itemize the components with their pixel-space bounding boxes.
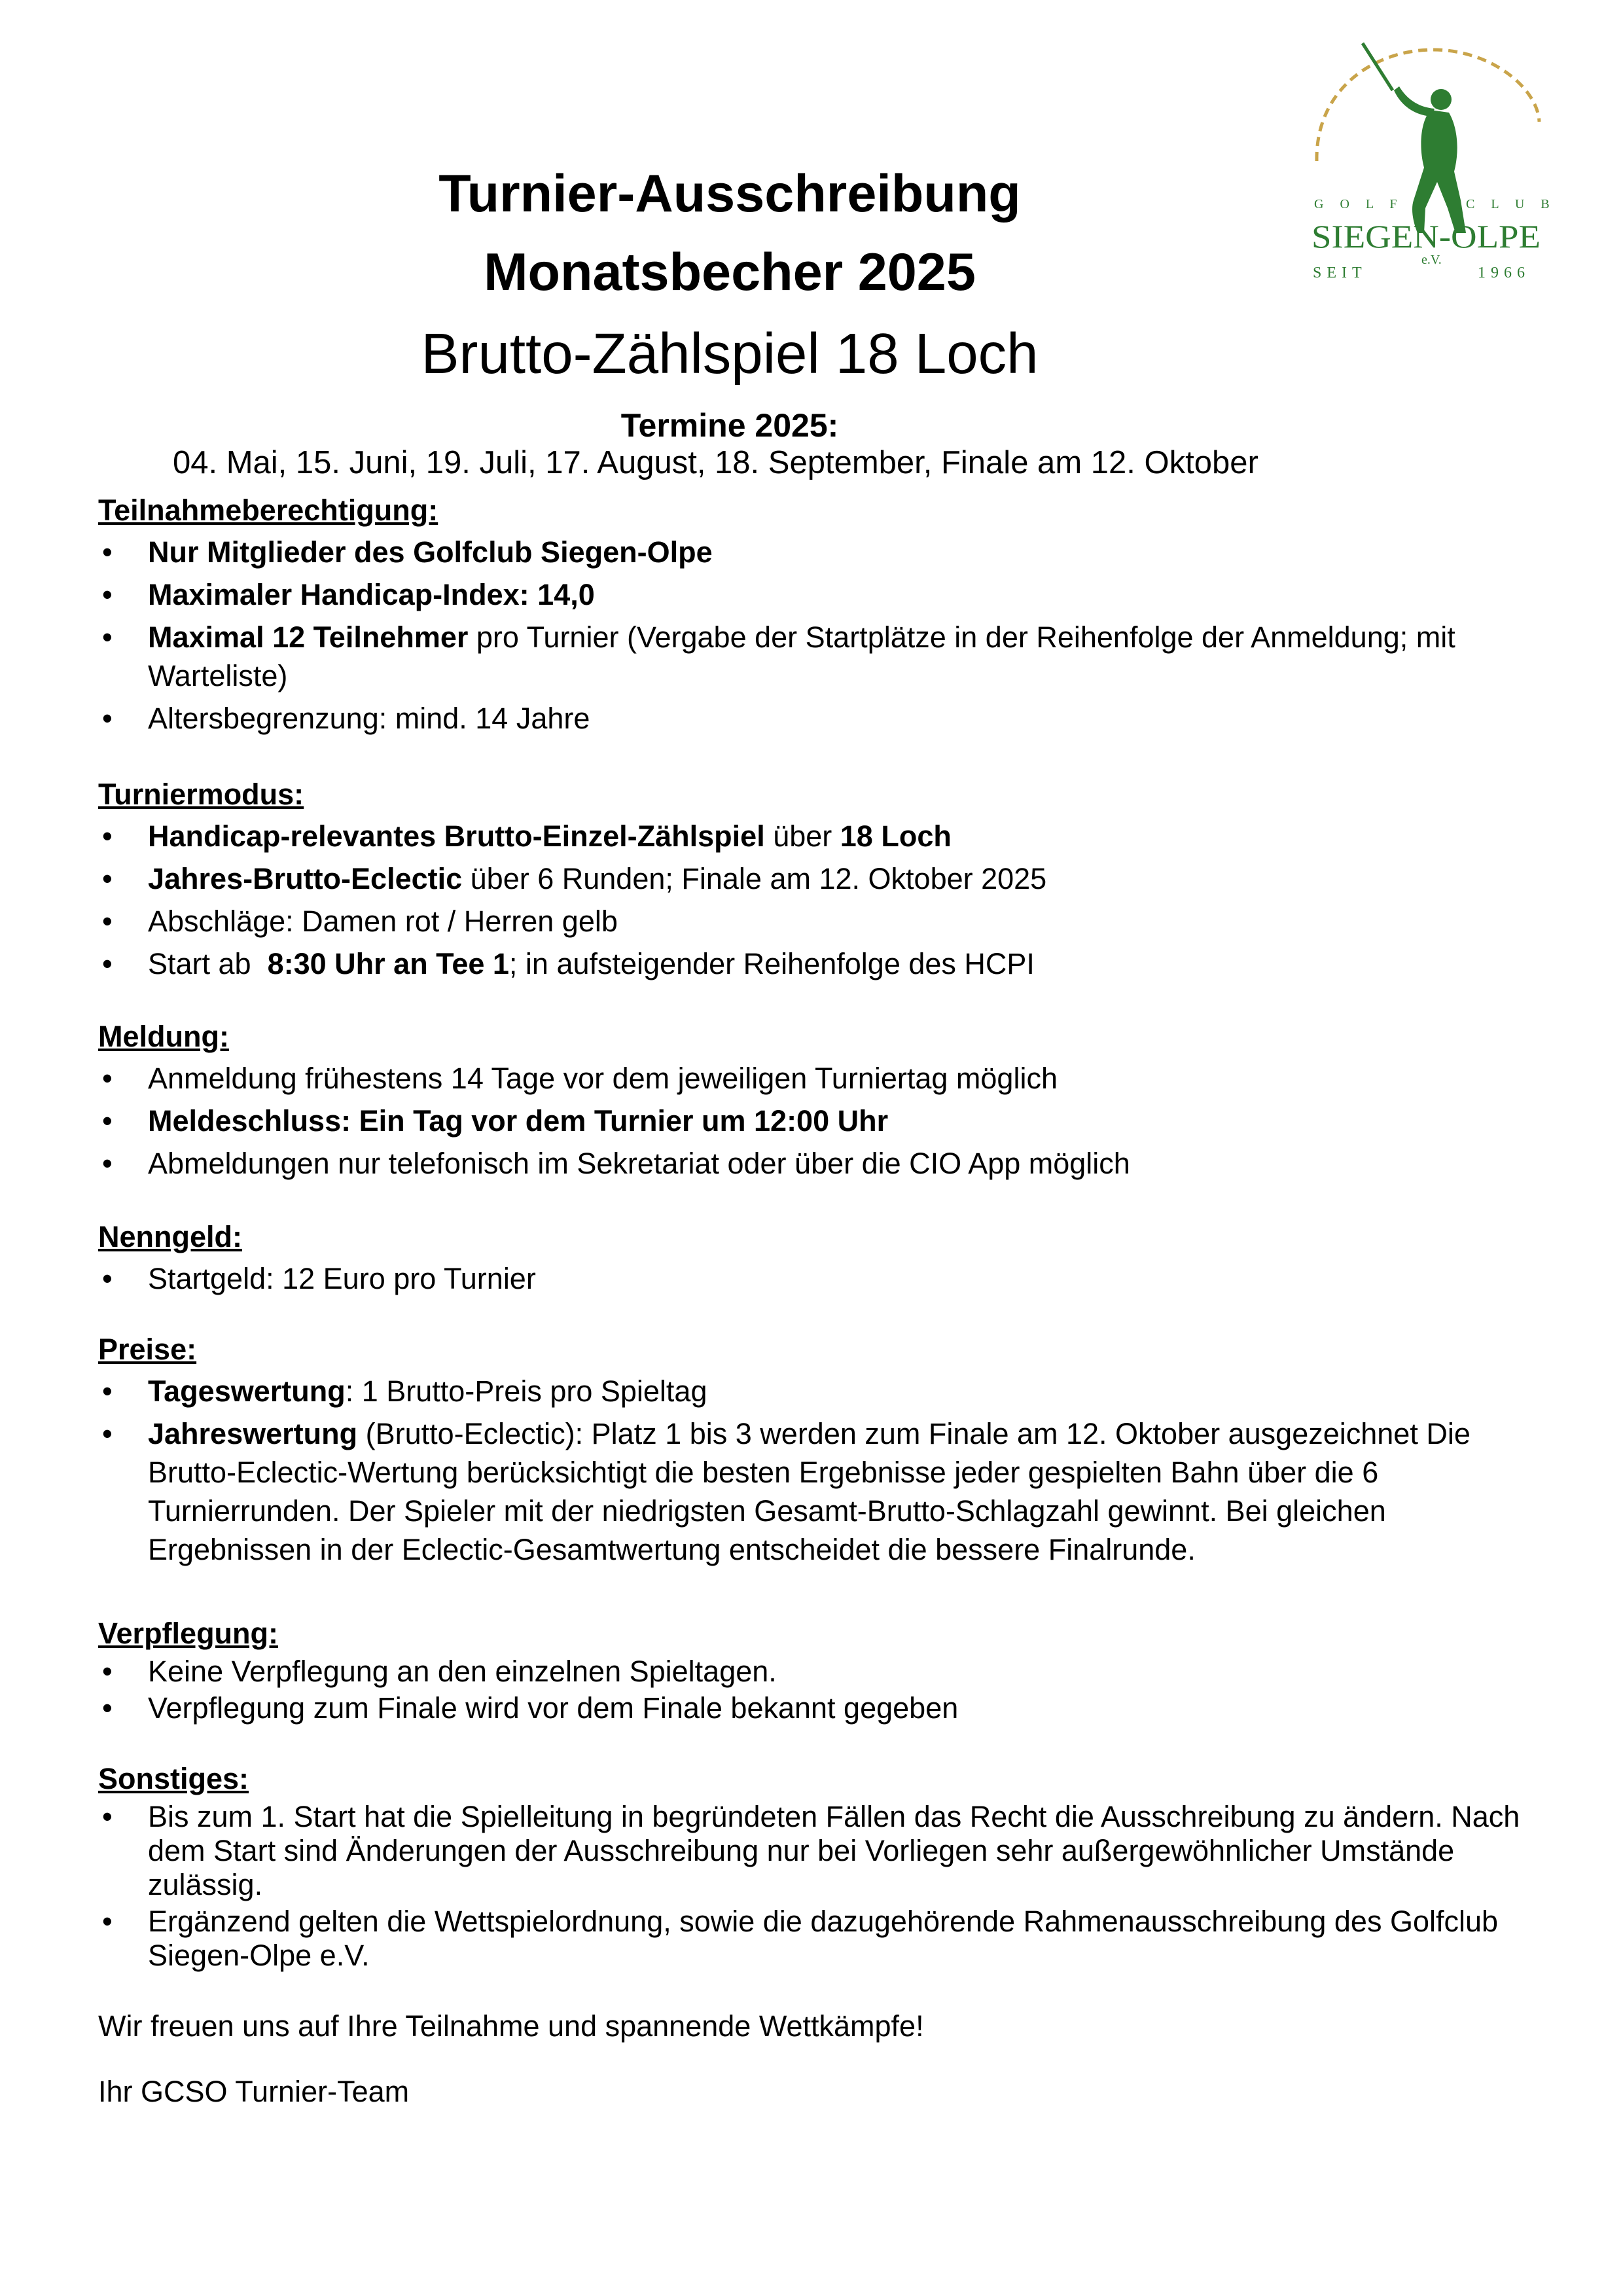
list-item: • Maximaler Handicap-Index: 14,0 <box>102 578 595 611</box>
list-item: • Jahres-Brutto-Eclectic über 6 Runden; Finale am 12. Oktober 2025 <box>102 862 1047 895</box>
section-title: Meldung: <box>98 1020 229 1053</box>
list-item: • Verpflegung zum Finale wird vor dem Finale bekannt gegeben <box>102 1691 959 1725</box>
section-verpflegung <box>98 1615 1531 1725</box>
logo-ev-text: e.V. <box>1421 253 1442 267</box>
list-item: • Jahreswertung (Brutto-Eclectic): Platz 1 bis 3 werden zum Finale am 12. Oktober ausgezeichnet Die Brutto-Eclectic-Wertung berücksichtigt die besten Ergebnisse jeder gespielten Bahn über die 6 Turnierrunden. Der Spieler mit der niedrigsten Gesamt-Brutto-Schlagzahl gewinnt. Bei gleichen Ergebnissen in der Eclectic-Gesamtwertung entscheidet die bessere Finalrunde. <box>102 1417 1471 1566</box>
section-title: Verpflegung: <box>98 1617 279 1650</box>
list-item: • Tageswertung: 1 Brutto-Preis pro Spieltag <box>102 1374 707 1408</box>
list-item: • Ergänzend gelten die Wettspielordnung, sowie die dazugehörende Rahmenausschreibung des Golfclub Siegen-Olpe e.V. <box>102 1905 1499 1972</box>
section-meldung <box>98 1018 1531 1183</box>
section-title: Teilnahmeberechtigung: <box>98 493 438 527</box>
section-title: Nenngeld: <box>98 1220 242 1253</box>
list-item: • Abschläge: Damen rot / Herren gelb <box>102 905 618 938</box>
golfclub-logo <box>1302 37 1558 292</box>
list-item: • Bis zum 1. Start hat die Spielleitung in begründeten Fällen das Recht die Ausschreibung zu ändern. Nach dem Start sind Änderungen der Ausschreibung nur bei Vorliegen sehr außergewöhnlicher Umstände zulässig. <box>102 1800 1520 1901</box>
list-item: • Startgeld: 12 Euro pro Turnier <box>102 1262 536 1295</box>
section-nenngeld <box>98 1219 1531 1298</box>
list-item: • Nur Mitglieder des Golfclub Siegen-Olpe <box>102 535 713 569</box>
signature-text: Ihr GCSO Turnier-Team <box>98 2075 410 2108</box>
section-preise <box>98 1331 1531 1569</box>
subtitle: Brutto-Zählspiel 18 Loch <box>421 322 1039 386</box>
dates-label: Termine 2025: <box>620 407 839 444</box>
logo-club-text: C L U B <box>1466 197 1556 211</box>
dates-line: 04. Mai, 15. Juni, 19. Juli, 17. August, 18. September, Finale am 12. Oktober <box>173 445 1258 480</box>
list-item: • Anmeldung frühestens 14 Tage vor dem jeweiligen Turniertag möglich <box>102 1062 1058 1095</box>
section-teilnahme <box>98 492 1531 738</box>
logo-seit-text: SEIT <box>1313 264 1367 281</box>
section-sonstiges <box>98 1761 1531 1973</box>
list-item: • Altersbegrenzung: mind. 14 Jahre <box>102 702 590 735</box>
list-item: • Meldeschluss: Ein Tag vor dem Turnier um 12:00 Uhr <box>102 1104 889 1138</box>
list-item: • Handicap-relevantes Brutto-Einzel-Zählspiel über 18 Loch <box>102 819 952 853</box>
logo-golf-text: G O L F <box>1314 197 1404 211</box>
section-title: Preise: <box>98 1333 197 1366</box>
list-item: • Maximal 12 Teilnehmer pro Turnier (Vergabe der Startplätze in der Reihenfolge der Anmeldung; mit Warteliste) <box>102 620 1455 692</box>
list-item: • Keine Verpflegung an den einzelnen Spieltagen. <box>102 1655 777 1688</box>
logo-name-text: SIEGEN-OLPE <box>1311 218 1541 255</box>
list-item: • Abmeldungen nur telefonisch im Sekretariat oder über die CIO App möglich <box>102 1147 1130 1180</box>
section-turniermodus <box>98 776 1531 983</box>
title-block <box>281 154 1178 452</box>
title-line-2: Monatsbecher 2025 <box>484 243 976 302</box>
section-title: Turniermodus: <box>98 778 304 811</box>
list-item: • Start ab 8:30 Uhr an Tee 1; in aufsteigender Reihenfolge des HCPI <box>102 947 1035 980</box>
logo-year-text: 1966 <box>1478 264 1530 281</box>
title-line-1: Turnier-Ausschreibung <box>438 164 1021 223</box>
closing-text: Wir freuen uns auf Ihre Teilnahme und spannende Wettkämpfe! <box>98 2009 924 2043</box>
section-title: Sonstiges: <box>98 1762 249 1795</box>
